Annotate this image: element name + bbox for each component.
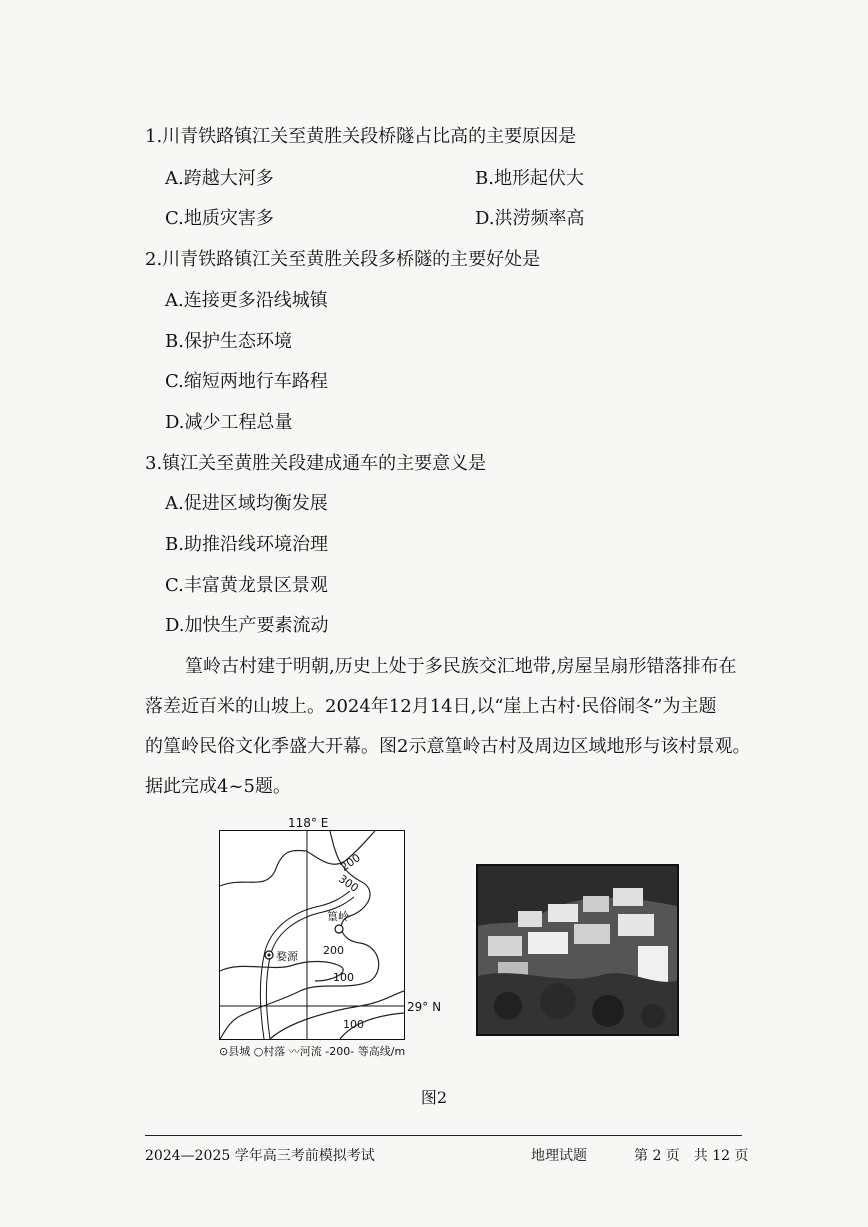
question-3-option-a: A.促进区域均衡发展 bbox=[165, 493, 328, 514]
question-2-option-b: B.保护生态环境 bbox=[165, 331, 292, 352]
question-2-stem: 2.川青铁路镇江关至黄胜关段多桥隧的主要好处是 bbox=[145, 249, 541, 270]
village-photo-drawing bbox=[478, 866, 677, 1034]
contour-label: 300 bbox=[336, 872, 361, 895]
footer-divider bbox=[145, 1135, 742, 1136]
contour-label: 200 bbox=[338, 851, 363, 874]
passage-line-2: 落差近百米的山坡上。2024年12月14日,以“崖上古村·民俗闹冬”为主题 bbox=[145, 696, 717, 717]
topographic-map bbox=[219, 830, 405, 1040]
contour-label: 100 bbox=[343, 1018, 364, 1031]
question-3-option-d: D.加快生产要素流动 bbox=[165, 615, 329, 636]
footer-exam-title: 2024—2025 学年高三考前模拟考试 bbox=[145, 1148, 375, 1164]
map-drawing bbox=[220, 831, 404, 1039]
question-1-option-a: A.跨越大河多 bbox=[165, 168, 274, 189]
village-label: 篁岭 bbox=[327, 910, 349, 923]
county-label: 婺源 bbox=[276, 950, 298, 963]
contour-label: 100 bbox=[333, 971, 354, 984]
footer-subject: 地理试题 bbox=[531, 1148, 587, 1164]
map-latitude-label: 29° N bbox=[407, 1000, 442, 1014]
question-2-option-a: A.连接更多沿线城镇 bbox=[165, 290, 328, 311]
figure-caption: 图2 bbox=[420, 1088, 448, 1107]
question-3-option-c: C.丰富黄龙景区景观 bbox=[165, 575, 328, 596]
village-photo bbox=[476, 864, 679, 1036]
map-legend: ⊙县城 ○村落 〰河流 ‐200‐ 等高线/m bbox=[219, 1045, 406, 1058]
contour-label: 200 bbox=[323, 944, 344, 957]
map-longitude-label: 118° E bbox=[288, 816, 329, 830]
question-1-option-b: B.地形起伏大 bbox=[475, 168, 584, 189]
contour-line bbox=[270, 991, 404, 1039]
passage-line-1: 篁岭古村建于明朝,历史上处于多民族交汇地带,房屋呈扇形错落排布在 bbox=[185, 656, 737, 677]
question-2-option-c: C.缩短两地行车路程 bbox=[165, 371, 328, 392]
footer-page-number: 第 2 页 共 12 页 bbox=[634, 1148, 749, 1164]
question-1-stem: 1.川青铁路镇江关至黄胜关段桥隧占比高的主要原因是 bbox=[145, 126, 577, 147]
question-3-stem: 3.镇江关至黄胜关段建成通车的主要意义是 bbox=[145, 453, 487, 474]
village-marker bbox=[335, 925, 343, 933]
question-1-option-c: C.地质灾害多 bbox=[165, 208, 274, 229]
passage-line-3: 的篁岭民俗文化季盛大开幕。图2示意篁岭古村及周边区域地形与该村景观。 bbox=[145, 736, 751, 757]
question-1-option-d: D.洪涝频率高 bbox=[475, 208, 585, 229]
question-3-option-b: B.助推沿线环境治理 bbox=[165, 534, 328, 555]
passage-line-4: 据此完成4~5题。 bbox=[145, 776, 291, 797]
question-2-option-d: D.减少工程总量 bbox=[165, 412, 293, 433]
contour-line bbox=[220, 961, 343, 981]
